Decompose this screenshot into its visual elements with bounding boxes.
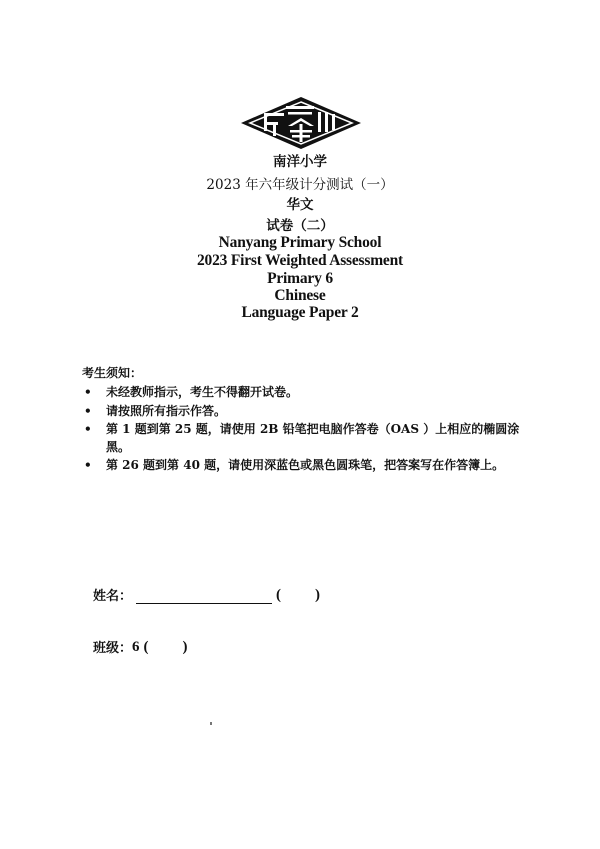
instruction-item	[82, 421, 522, 456]
english-assessment-title: 2023 First Weighted Assessment	[197, 252, 403, 269]
class-paren-close: )	[182, 639, 188, 655]
bullet-icon: •	[84, 385, 92, 399]
name-label: 姓名：	[93, 589, 133, 604]
instruction-text: 未经教师指示，考生不得翻开试卷。	[106, 385, 299, 399]
name-index-paren-close: )	[315, 587, 321, 603]
english-level: Primary 6	[267, 270, 333, 287]
instruction-item	[82, 457, 522, 475]
chinese-assessment-title: 2023 年六年级计分测试（一）	[206, 177, 394, 193]
instruction-item	[82, 384, 522, 402]
english-paper-title: Language Paper 2	[241, 304, 359, 321]
english-school-name: Nanyang Primary School	[218, 234, 382, 251]
instruction-item	[82, 403, 522, 421]
instructions-heading: 考生须知：	[82, 366, 143, 380]
instruction-text: 第 26 题到第 40 题，请使用深蓝色或黑色圆珠笔，把答案写在作答簿上。	[106, 458, 505, 472]
school-crest-logo-icon	[240, 96, 362, 150]
chinese-paper-title: 试卷（二）	[266, 218, 334, 234]
name-index-paren-open: (	[276, 587, 282, 603]
name-input-line[interactable]	[136, 589, 272, 604]
chinese-school-name: 南洋小学	[273, 154, 327, 170]
bullet-icon: •	[84, 458, 92, 472]
bullet-icon: •	[84, 422, 92, 436]
name-field-row	[93, 585, 320, 604]
instructions-list	[82, 384, 522, 476]
class-level-value: 6	[132, 639, 140, 655]
english-subject: Chinese	[274, 287, 326, 304]
instruction-text: 第 1 题到第 25 题，请使用 2B 铅笔把电脑作答卷（OAS ）上相应的椭圆涂黑。	[106, 422, 520, 454]
scan-speck	[210, 722, 212, 725]
class-paren-open: (	[143, 639, 149, 655]
bullet-icon: •	[84, 403, 92, 418]
instruction-text: 请按照所有指示作答。	[106, 403, 227, 418]
class-field-row	[93, 637, 188, 656]
class-label: 班级：	[93, 641, 133, 656]
chinese-subject: 华文	[286, 197, 314, 213]
